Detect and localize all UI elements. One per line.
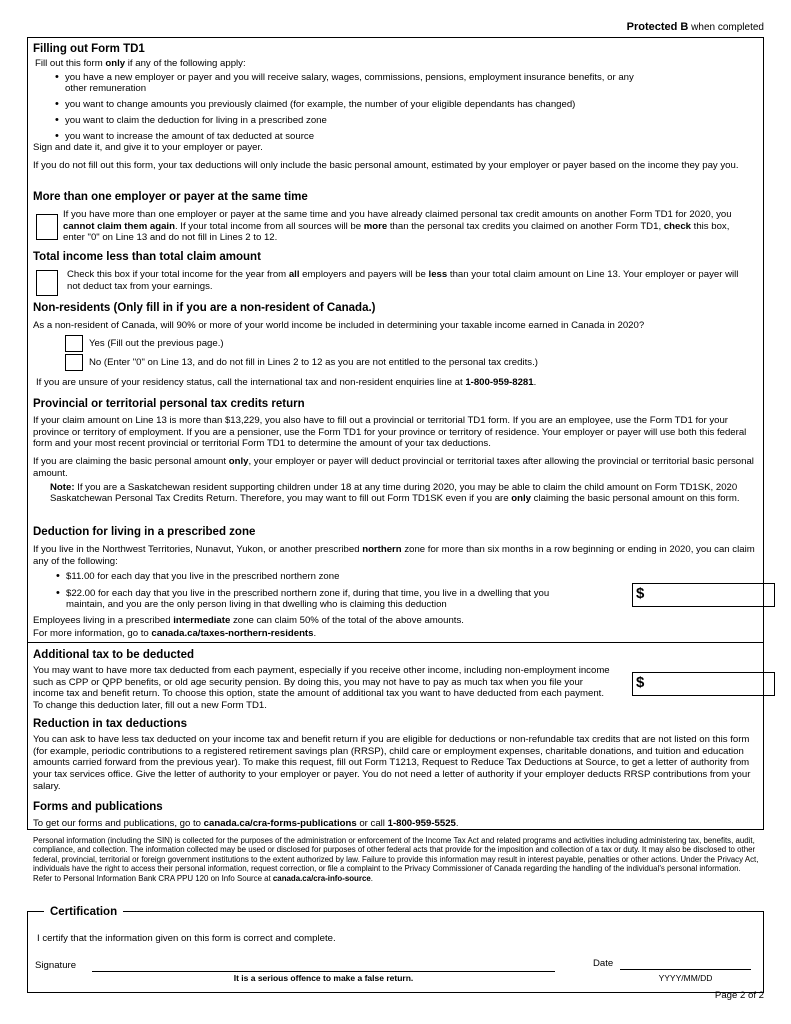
protected-b-header: Protected B when completed (626, 21, 764, 33)
list-item: • you want to change amounts you previously claimed (for example, the number of your eligible dependants has changed) (55, 99, 655, 111)
form-body (27, 37, 764, 830)
less-than-text: Check this box if your total income for the year from all employers and payers will be less than your total claim amount on Line 13. Your employer or payer will not deduct tax from your earnings. (67, 269, 739, 292)
reduction-title: Reduction in tax deductions (33, 718, 187, 730)
zone-amount-field[interactable]: $ (632, 583, 775, 607)
yes-label: Yes (Fill out the previous page.) (89, 338, 224, 349)
yes-checkbox[interactable] (65, 335, 83, 352)
provincial-text: If your claim amount on Line 13 is more than $13,229, you also have to fill out a provincial or territorial TD1 form. If you are an employee, use the Form TD1 for your province or territory of employment. If you are a pensioner, use the Form TD1 for your province or territory of residence. Your employer or payer will use both this federal form and your most recent provincial or territorial Form TD1 to determine the amount of your tax deductions. If you are claiming the basic personal amount only, your employer or payer will deduct provincial or territorial taxes after allowing the provincial or territorial basic personal amount. Note: If you are a Saskatchewan resident supporting children under 18 at any time during 2020, you may be able to claim the child amount on Form TD1SK, 2020 Saskatchewan Personal Tax Credits Return. Therefore, you may want to fill out Form TD1SK even if you are only claiming the basic personal amount on this form. (33, 415, 754, 505)
privacy-notice: Personal information (including the SIN) is collected for the purposes of the administration or enforcement of the Income Tax Act and related programs and activities including administering tax, benefits, audit, compliance, and collection. The information collected may be used or disclosed for purposes of other federal acts that provide for the imposition and collection of a tax or duty. It may also be disclosed to other federal, provincial, territorial or foreign government institutions to the extent authorized by law. Failure to provide this information may result in interest payable, penalties or other actions. Under the Privacy Act, individuals have the right to access their personal information, request correction, or file a complaint to the Privacy Commissioner of Canada regarding the handling of the individual's personal information. Refer to Personal Information Bank CRA PPU 120 on Info Source at canada.ca/cra-info-source. (33, 836, 759, 883)
multi-employer-text: If you have more than one employer or payer at the same time and you have already claimed personal tax credit amounts on another Form TD1 for 2020, you cannot claim them again. If your total income from all sources will be more than the personal tax credits you claimed on another Form TD1, check this box, enter "0" on Line 13 and do not fill in Lines 2 to 12. (63, 209, 732, 244)
filling-bullets (33, 72, 655, 143)
date-field[interactable] (620, 969, 751, 970)
saskatchewan-note: Note: If you are a Saskatchewan resident supporting children under 18 at any time during 2020, you may be able to claim the child amount on Form TD1SK, 2020 Saskatchewan Personal Tax Credits Return. Therefore, you may want to fill out Form TD1SK even if you are only claiming the basic personal amount on this form. (50, 481, 740, 505)
prescribed-zone-title: Deduction for living in a prescribed zone (33, 526, 256, 538)
certification-box (27, 906, 764, 993)
provincial-title: Provincial or territorial personal tax credits return (33, 398, 305, 410)
multi-employer-title: More than one employer or payer at the same time (33, 191, 308, 203)
list-item: • $11.00 for each day that you live in the prescribed northern zone (56, 571, 576, 583)
northern-residents-info: For more information, go to canada.ca/taxes-northern-residents. (33, 628, 317, 639)
page-number: Page 2 of 2 (714, 990, 764, 1001)
less-than-checkbox[interactable] (36, 270, 58, 296)
non-residents-title: Non-residents (Only fill in if you are a non-resident of Canada.) (33, 302, 376, 314)
list-item: • $22.00 for each day that you live in the prescribed northern zone if, during that time, you live in a dwelling that you maintain, and you are the only person living in that dwelling who is claiming this deduction (56, 588, 576, 611)
no-checkbox[interactable] (65, 354, 83, 371)
additional-tax-amount-field[interactable]: $ (632, 672, 775, 696)
certification-title: Certification (44, 905, 123, 919)
filling-section: Fill out this form only if any of the following apply: • you have a new employer or payer and you will receive salary, wages, commissions, pensions, employment insurance benefits, or any other remuneration • you want to change amounts you previously claimed (for example, the number of your eligible dependants has changed) • you want to claim the deduction for living in a prescribed zone • you want to increase the amount of tax deducted at source Sign and date it, and give it to your employer or payer. If you do not fill out this form, your tax deductions will only include the basic personal amount, estimated by your employer or payer based on the income they pay you. (33, 58, 755, 172)
divider (28, 642, 763, 643)
no-label: No (Enter "0" on Line 13, and do not fill in Lines 2 to 12 as you are not entitled to the personal tax credits.) (89, 357, 538, 368)
multi-employer-checkbox[interactable] (36, 214, 58, 240)
less-than-title: Total income less than total claim amount (33, 251, 261, 263)
residency-enquiries: If you are unsure of your residency status, call the international tax and non-resident enquiries line at 1-800-959-8281. (36, 377, 537, 388)
list-item: • you want to increase the amount of tax deducted at source (55, 131, 655, 143)
reduction-text: You can ask to have less tax deducted on your income tax and benefit return if you are eligible for deductions or non-refundable tax credits that are not listed on this form (for example, periodic contributions to a registered retirement savings plan (RRSP), child care or employment expenses, charitable donations, and tuition and education amounts carried forward from the previous year). To make this request, fill out Form T1213, Request to Reduce Tax Deductions at Source, to get a letter of authority from your tax services office. Give the letter of authority to your employer or payer. You do not need a letter of authority if your employer deducts RRSP contributions from your salary. (33, 734, 751, 792)
list-item: • you want to claim the deduction for living in a prescribed zone (55, 115, 655, 127)
filling-title: Filling out Form TD1 (33, 43, 145, 55)
list-item: • you have a new employer or payer and you will receive salary, wages, commissions, pensions, employment insurance benefits, or any other remuneration (55, 72, 655, 95)
additional-tax-text: You may want to have more tax deducted from each payment, especially if you receive other income, including non-employment income such as CPP or QPP benefits, or old age security pension. By doing this, you may not have to pay as much tax when you file your income tax and benefit return. To choose this option, state the amount of additional tax you want to have deducted from each payment. To change this deduction later, fill out a new Form TD1. (33, 665, 610, 712)
forms-title: Forms and publications (33, 801, 163, 813)
zone-bullets (34, 571, 576, 611)
forms-text: To get our forms and publications, go to canada.ca/cra-forms-publications or call 1-800-959-5525. (33, 818, 459, 829)
additional-tax-title: Additional tax to be deducted (33, 649, 195, 661)
prescribed-zone-intro: If you live in the Northwest Territories, Nunavut, Yukon, or another prescribed northern zone for more than six months in a row beginning or ending in 2020, you can claim any of the following: (33, 544, 755, 567)
certification-statement: I certify that the information given on this form is correct and complete. (37, 933, 336, 944)
intermediate-zone-text: Employees living in a prescribed intermediate zone can claim 50% of the total of the above amounts. (33, 615, 464, 626)
signature-label: Signature (35, 960, 77, 971)
false-return-warning: It is a serious offence to make a false return. (233, 973, 414, 983)
date-format-hint: YYYY/MM/DD (658, 973, 713, 983)
date-label: Date (593, 958, 614, 969)
non-residents-question: As a non-resident of Canada, will 90% or more of your world income be included in determining your taxable income earned in Canada in 2020? (33, 320, 645, 331)
signature-field[interactable] (92, 971, 555, 972)
